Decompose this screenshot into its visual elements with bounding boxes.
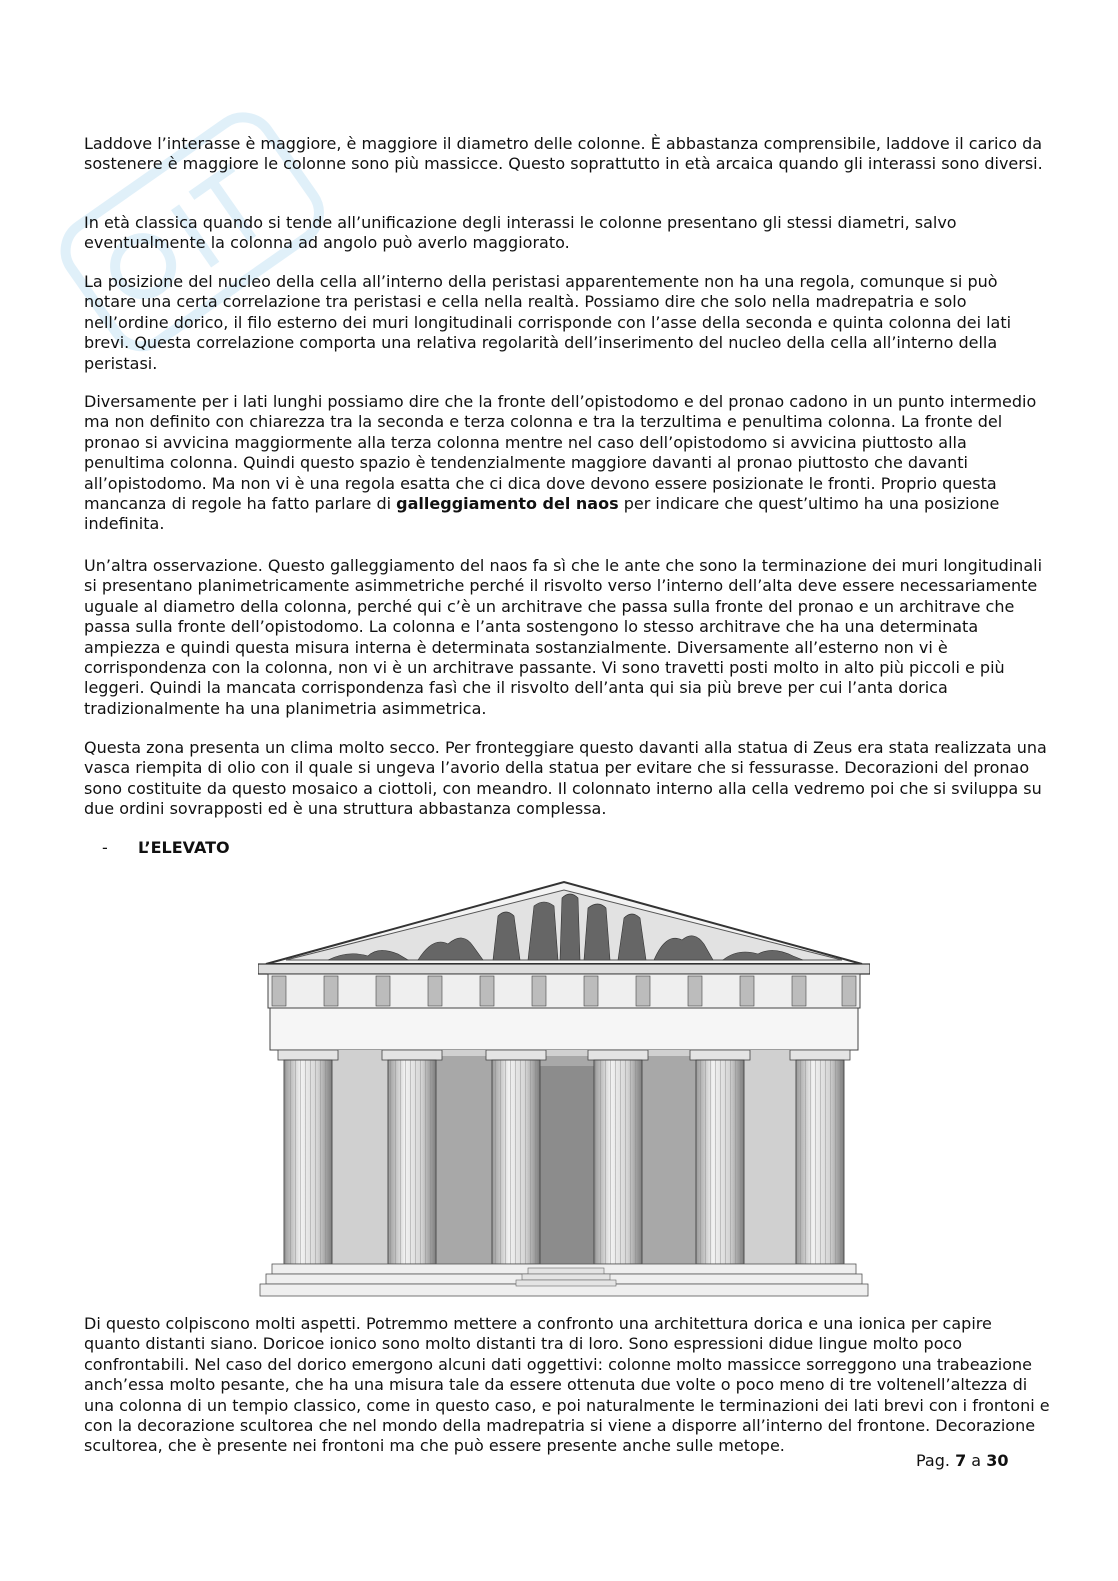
heading-label: L’ELEVATO xyxy=(138,838,230,857)
paragraph-5 xyxy=(84,556,1050,719)
page-number xyxy=(916,1451,1008,1470)
column xyxy=(278,1050,338,1264)
heading-bullet: - xyxy=(102,838,108,857)
architrave xyxy=(270,1008,858,1050)
paragraph-text-end: per indicare che quest’ultimo ha una posizione indefinita. xyxy=(84,494,1000,534)
total-pages: 30 xyxy=(986,1451,1009,1470)
temple-elevation-figure xyxy=(258,876,870,1300)
paragraph-text: Un’altra osservazione. Questo galleggiamento del naos fa sì che le ante che sono la terminazione dei muri longitudinali si presentano planimetricamente asimmetriche perché il risvolto verso l’interno dell’alta deve essere necessariamente uguale al diametro della colonna, perché qui c’è un architrave che passa sulla fronte del pronao e un architrave che passa sulla fronte dell’opistodomo. La colonna e l’anta sostengono lo stesso architrave che ha una determinata ampiezza e quindi questa misura interna è determinata sostanzialmente. Diversamente all’esterno non vi è corrispondenza con la colonna, non vi è un architrave passante. Vi sono travetti posti molto in alto più piccoli e più leggeri. Quindi la mancata corrispondenza fasì che il risvolto dell’anta qui sia più breve per cui l’anta dorica tradizionalmente ha una planimetria asimmetrica. xyxy=(84,556,1043,718)
page-label: Pag. xyxy=(916,1451,956,1470)
paragraph-4 xyxy=(84,392,1050,535)
paragraph-1 xyxy=(84,134,1050,175)
bold-term: galleggiamento del naos xyxy=(396,494,619,514)
paragraph-text: La posizione del nucleo della cella all’interno della peristasi apparentemente non ha una regola, comunque si può notare una certa correlazione tra peristasi e cella nella realtà. Possiamo dire che solo nella madrepatria e solo nell’ordine dorico, il filo esterno dei muri longitudinali corrisponde con l’asse della seconda e quinta colonna dei lati brevi. Questa correlazione comporta una relativa regolarità dell’inserimento del nucleo della cella all’interno della peristasi. xyxy=(84,272,1012,373)
frieze xyxy=(268,974,860,1008)
paragraph-text: Di questo colpiscono molti aspetti. Potremmo mettere a confronto una architettura dorica e una ionica per capire quanto distanti siano. Doricoe ionico sono molto distanti tra di loro. Sono espressioni didue lingue molto poco confrontabili. Nel caso del dorico emergono alcuni dati oggettivi: colonne molto massicce sorreggono una trabeazione anch’essa molto pesante, che ha una misura tale da essere ottenuta due volte o poco meno di tre voltenell’altezza di una colonna di un tempio classico, come in questo caso, e poi naturalmente le terminazioni dei lati brevi con i frontoni e con la decorazione scultorea che nel mondo della madrepatria si viene a disporre all’interno del frontone. Decorazione scultorea, che è presente nei frontoni ma che può essere presente anche sulle metope. xyxy=(84,1314,1050,1456)
paragraph-7 xyxy=(84,1314,1050,1457)
paragraph-text: Questa zona presenta un clima molto secco. Per fronteggiare questo davanti alla statua di Zeus era stata realizzata una vasca riempita di olio con il quale si ungeva l’avorio della statua per evitare che si fessurasse. Decorazioni del pronao sono costituite da questo mosaico a ciottoli, con meandro. Il colonnato interno alla cella vedremo poi che si sviluppa su due ordini sovrapposti ed è una struttura abbastanza complessa. xyxy=(84,738,1047,819)
entrance-ramp xyxy=(516,1268,616,1286)
column xyxy=(486,1050,546,1264)
page-separator: a xyxy=(966,1451,987,1470)
paragraph-text: Laddove l’interasse è maggiore, è maggiore il diametro delle colonne. È abbastanza comprensibile, laddove il carico da sostenere è maggiore le colonne sono più massicce. Questo soprattutto in età arcaica quando gli interassi sono diversi. xyxy=(84,134,1043,174)
paragraph-text-start: Diversamente per i lati lunghi possiamo dire che la fronte dell’opistodomo e del pronao cadono in un punto intermedio ma non definito con chiarezza tra la seconda e terza colonna e tra la terzultima e penultima colonna. La fronte del pronao si avvicina maggiormente alla terza colonna mentre nel caso dell’opistodomo si avvicina piuttosto alla penultima colonna. Quindi questo spazio è tendenzialmente maggiore davanti al pronao piuttosto che davanti all’opistodomo. Ma non vi è una regola esatta che ci dica dove devono essere posizionate le fronti. Proprio questa mancanza di regole ha fatto parlare di xyxy=(84,392,1037,514)
paragraph-3 xyxy=(84,272,1050,374)
column xyxy=(790,1050,850,1264)
paragraph-text xyxy=(84,392,1050,535)
current-page: 7 xyxy=(955,1451,967,1470)
column xyxy=(690,1050,750,1264)
paragraph-text: In età classica quando si tende all’unificazione degli interassi le colonne presentano gli stessi diametri, salvo eventualmente la colonna ad angolo può averlo maggiorato. xyxy=(84,213,957,253)
column xyxy=(588,1050,648,1264)
paragraph-6 xyxy=(84,738,1050,820)
paragraph-2 xyxy=(84,213,1050,254)
column xyxy=(382,1050,442,1264)
section-heading xyxy=(102,838,230,857)
